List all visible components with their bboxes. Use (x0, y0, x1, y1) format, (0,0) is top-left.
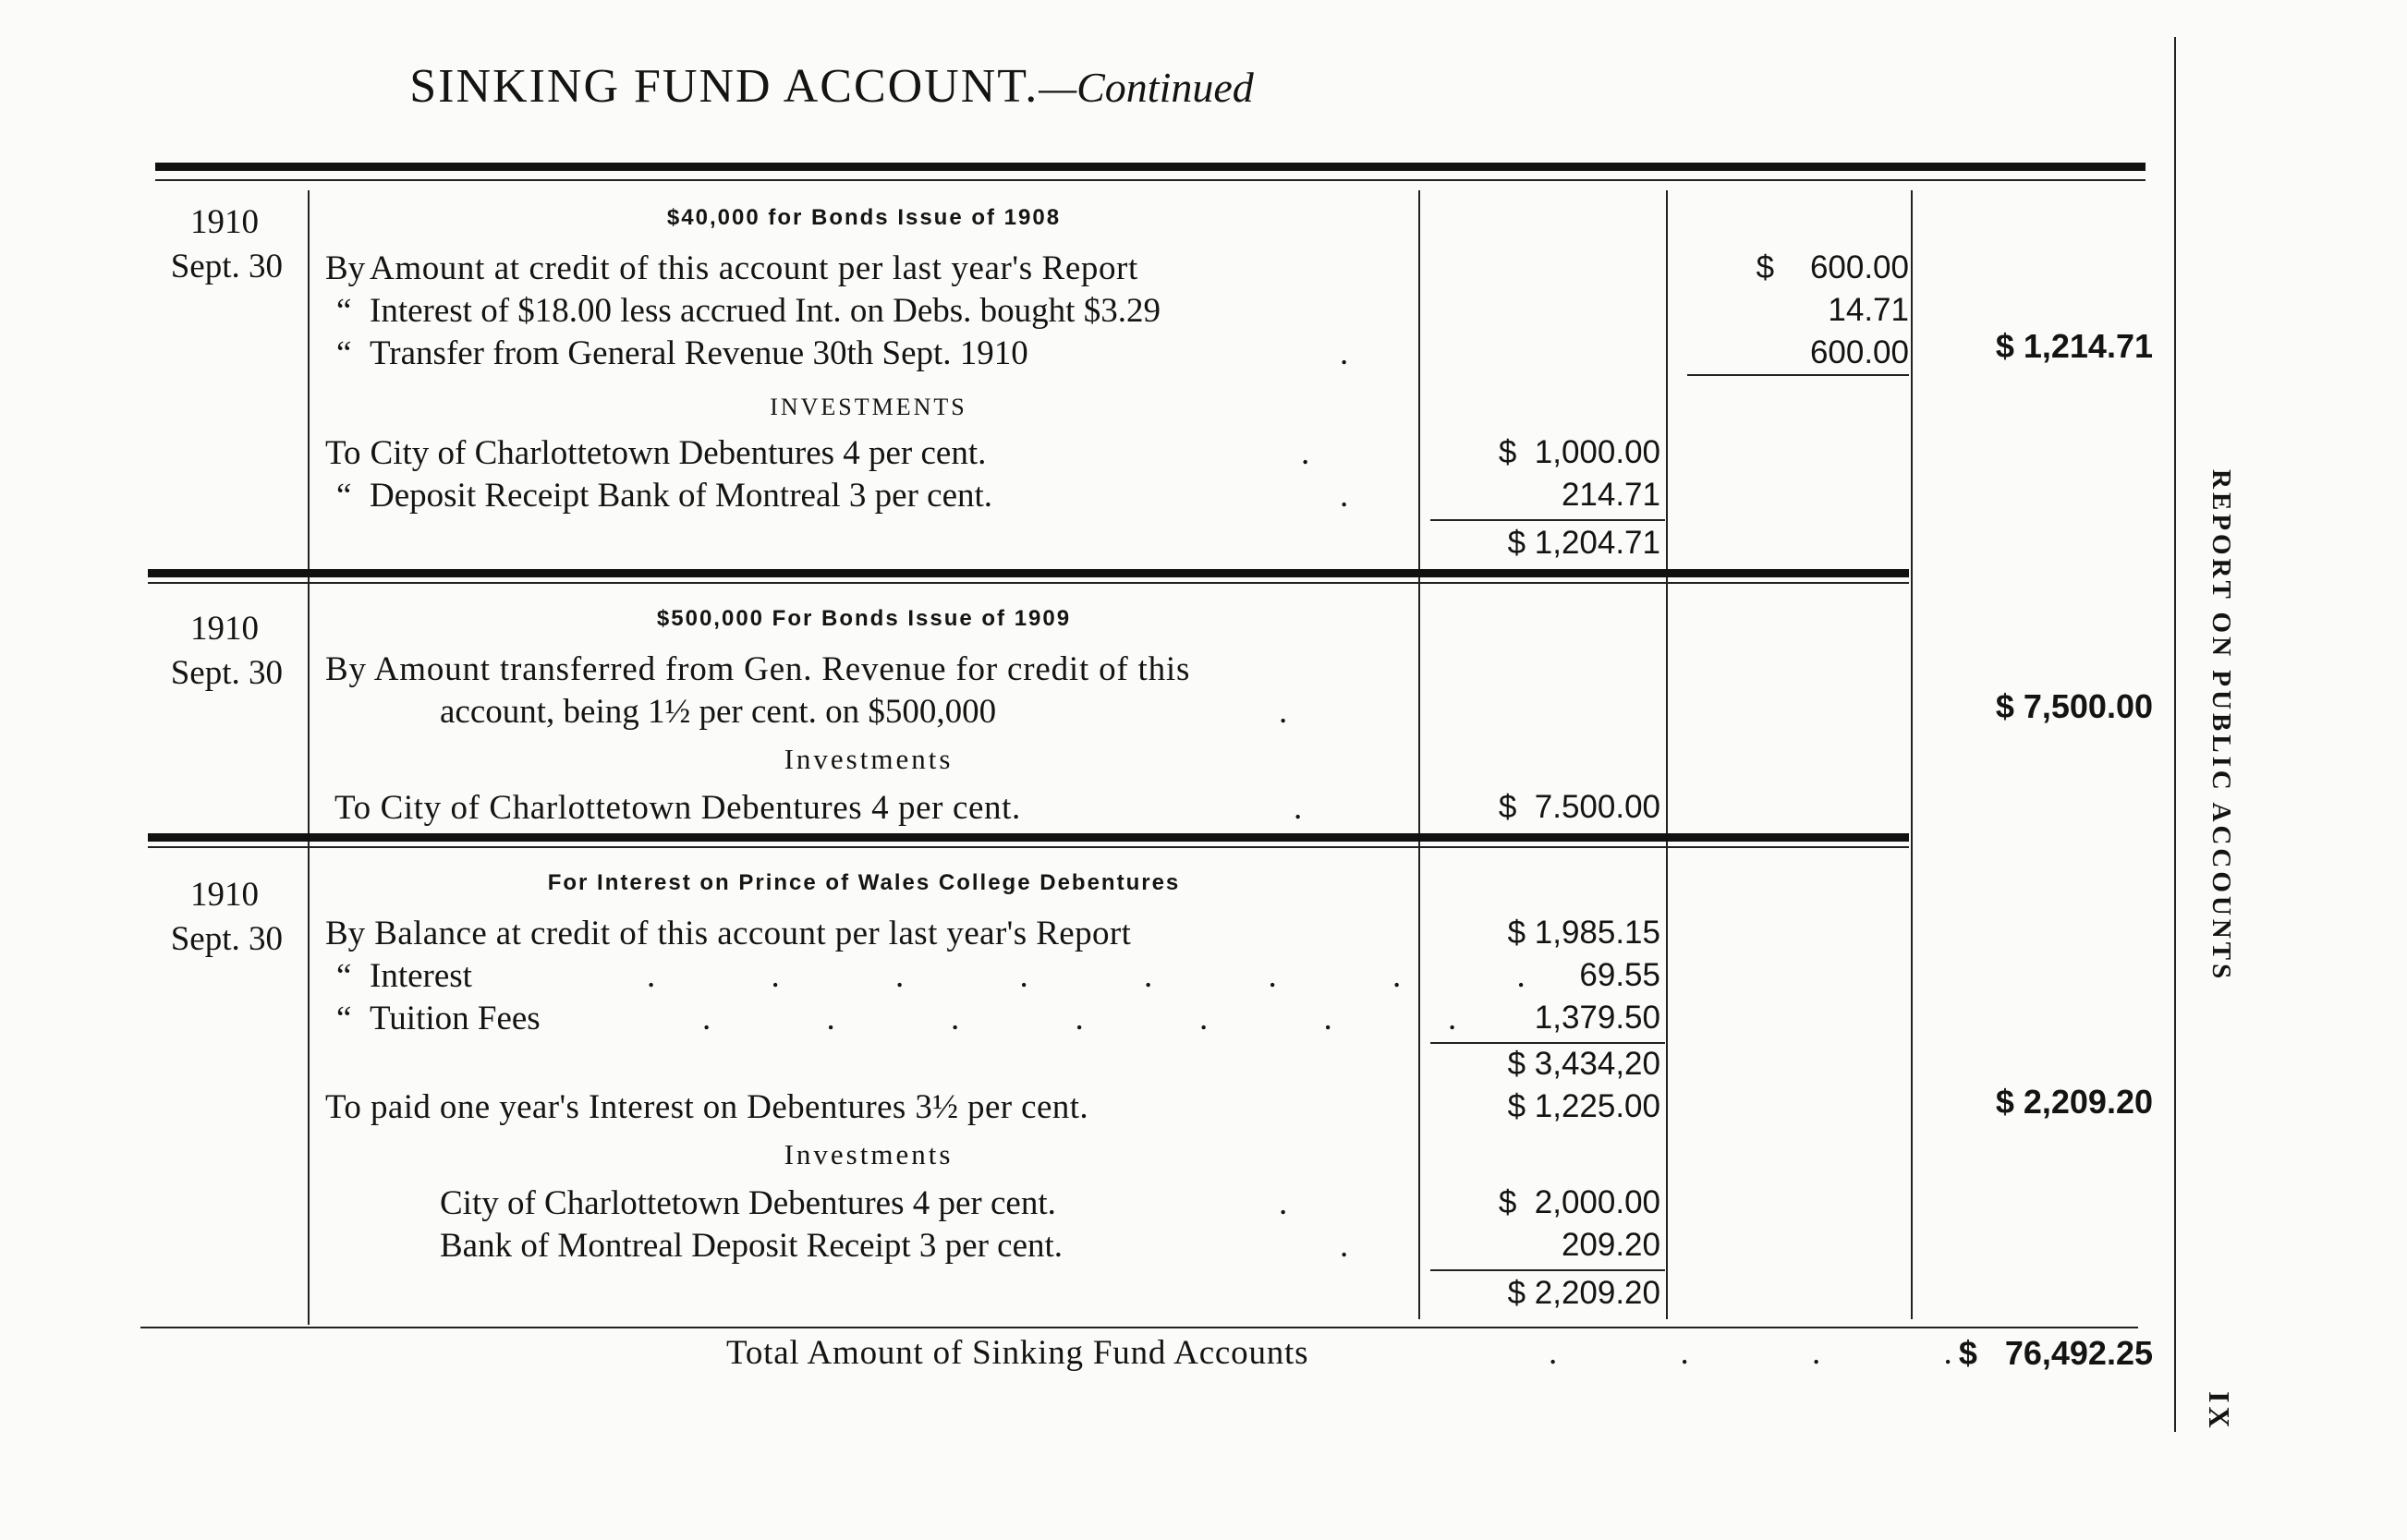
section-1-credit-3 (325, 336, 1028, 370)
mid-amount-divider (1666, 190, 1668, 1319)
top-thin-rule (155, 179, 2146, 181)
section-1-credit-total: $ 1,214.71 (1995, 327, 2153, 365)
section-3-credit-value-1: $ 1,985.15 (1507, 915, 1660, 951)
investment-text: City of Charlottetown Debentures 4 per cent. (370, 434, 987, 472)
investment-prefix: To (325, 434, 361, 472)
ditto-mark: “ (336, 1000, 352, 1037)
section-1-investment-1 (325, 436, 986, 470)
section-3-subtotal: $ 3,434,20 (1507, 1046, 1660, 1082)
grand-total-value: $ 76,492.25 (1958, 1334, 2153, 1372)
section-3-credit-1 (325, 916, 1131, 951)
section-3-credit-value-2: 69.55 (1579, 957, 1660, 993)
section-3-investment-2-dots: . (1340, 1227, 1349, 1265)
section-1-investment-sum-rule (1430, 519, 1665, 521)
credit-text: Interest (370, 957, 472, 995)
date-column-divider (308, 190, 310, 1325)
page-title (111, 59, 1552, 114)
title-main: SINKING FUND ACCOUNT. (409, 60, 1039, 113)
section-1-investments-label: INVESTMENTS (770, 394, 967, 420)
section-3-credit-value-3: 1,379.50 (1534, 1000, 1660, 1036)
outer-amount-divider (1911, 190, 1913, 1319)
section-3-investment-value-2: 209.20 (1561, 1227, 1660, 1263)
section-3-payment-value: $ 1,225.00 (1507, 1088, 1660, 1124)
section-2-date: Sept. 30 (170, 654, 283, 692)
section-1-investment-2 (325, 479, 992, 513)
section-1-heading: $40,000 for Bonds Issue of 1908 (666, 205, 1062, 230)
section-1-credit-1 (325, 251, 1138, 285)
inner-amount-divider (1418, 190, 1420, 1319)
section-2-investments-label: Investments (784, 743, 954, 775)
ditto-mark: “ (336, 957, 352, 995)
section-1-credit-value-3: 600.00 (1809, 334, 1909, 370)
credit-text: Balance at credit of this account per last year's Report (374, 915, 1132, 952)
section-2-credit-line-1: By Amount transferred from Gen. Revenue for credit of this (325, 650, 1191, 688)
section-1-investment-value-2: 214.71 (1561, 477, 1660, 513)
credit-prefix: By (325, 249, 366, 287)
grand-total-label: Total Amount of Sinking Fund Accounts (726, 1334, 1309, 1372)
section-3-heading: For Interest on Prince of Wales College Debentures (547, 870, 1181, 895)
section-3-investment-sum-rule (1430, 1269, 1665, 1271)
section-2-investment-text: To City of Charlottetown Debentures 4 per cent. (334, 789, 1021, 827)
section-1-credit-3-dots: . (1340, 334, 1349, 372)
credit-text: Amount at credit of this account per last year's Report (370, 249, 1138, 287)
section-3-credit-3 (325, 1001, 541, 1036)
section-1-investment-2-dots: . (1340, 477, 1349, 515)
title-suffix: —Continued (1039, 64, 1254, 111)
section-1-investment-total: $ 1,204.71 (1507, 525, 1660, 561)
section-3-investment-1-dots: . (1279, 1184, 1288, 1222)
section-1-credit-sum-rule (1687, 374, 1909, 376)
page-number: IX (2203, 1391, 2236, 1432)
report-sidebar-text: REPORT ON PUBLIC ACCOUNTS (2206, 469, 2236, 983)
section-1-investment-1-dots: . (1301, 434, 1310, 472)
section-3-credit-2 (325, 959, 472, 993)
section-2-year: 1910 (190, 610, 259, 648)
credit-prefix: By (325, 915, 366, 952)
section-divider-2 (148, 833, 1909, 842)
section-3-investment-1-text: City of Charlottetown Debentures 4 per cent. (440, 1184, 1056, 1222)
section-1-date: Sept. 30 (170, 248, 283, 285)
section-3-subtotal-rule (1430, 1042, 1665, 1044)
section-3-payment-text: To paid one year's Interest on Debentures 3½ per cent. (325, 1088, 1089, 1126)
section-2-investment-dots: . (1294, 789, 1303, 827)
section-2-heading: $500,000 For Bonds Issue of 1909 (656, 606, 1072, 631)
grand-total-rule (140, 1327, 2138, 1328)
investment-text: Deposit Receipt Bank of Montreal 3 per cent. (370, 477, 993, 515)
credit-text: Interest of $18.00 less accrued Int. on Debs. bought $3.29 (370, 292, 1161, 330)
grand-total-dots: . . . . (1549, 1334, 2010, 1372)
section-3-credit-2-dots: . . . . . . . . (647, 957, 1579, 995)
section-2-credit-dots: . (1279, 693, 1288, 731)
credit-text: Tuition Fees (370, 1000, 541, 1037)
section-1-year: 1910 (190, 203, 259, 241)
section-3-investment-2-text: Bank of Montreal Deposit Receipt 3 per cent. (440, 1227, 1064, 1265)
section-3-investment-value-1: $ 2,000.00 (1498, 1184, 1660, 1220)
section-2-investment-value: $ 7.500.00 (1498, 789, 1660, 825)
section-2-credit-total: $ 7,500.00 (1995, 687, 2153, 725)
section-3-credit-total: $ 2,209.20 (1995, 1083, 2153, 1121)
section-2-credit-line-2: account, being 1½ per cent. on $500,000 (440, 693, 997, 731)
section-1-credit-value-2: 14.71 (1828, 292, 1909, 328)
ditto-mark: “ (336, 334, 352, 372)
section-1-credit-2 (325, 294, 1161, 328)
credit-text: Transfer from General Revenue 30th Sept. 1910 (370, 334, 1028, 372)
section-3-investment-total: $ 2,209.20 (1507, 1275, 1660, 1311)
section-3-date: Sept. 30 (170, 920, 283, 958)
section-3-investments-label: Investments (784, 1138, 954, 1170)
ditto-mark: “ (336, 292, 352, 330)
section-divider-2-thin (148, 846, 1909, 848)
section-1-credit-value-1: $ 600.00 (1756, 249, 1909, 285)
ditto-mark: “ (336, 477, 352, 515)
section-3-year: 1910 (190, 876, 259, 914)
section-divider-1 (148, 569, 1909, 577)
section-1-investment-value-1: $ 1,000.00 (1498, 434, 1660, 470)
right-border (2174, 37, 2176, 1432)
section-divider-1-thin (148, 582, 1909, 584)
top-thick-rule (155, 163, 2146, 171)
section-3-credit-3-dots: . . . . . . . (702, 1000, 1511, 1037)
